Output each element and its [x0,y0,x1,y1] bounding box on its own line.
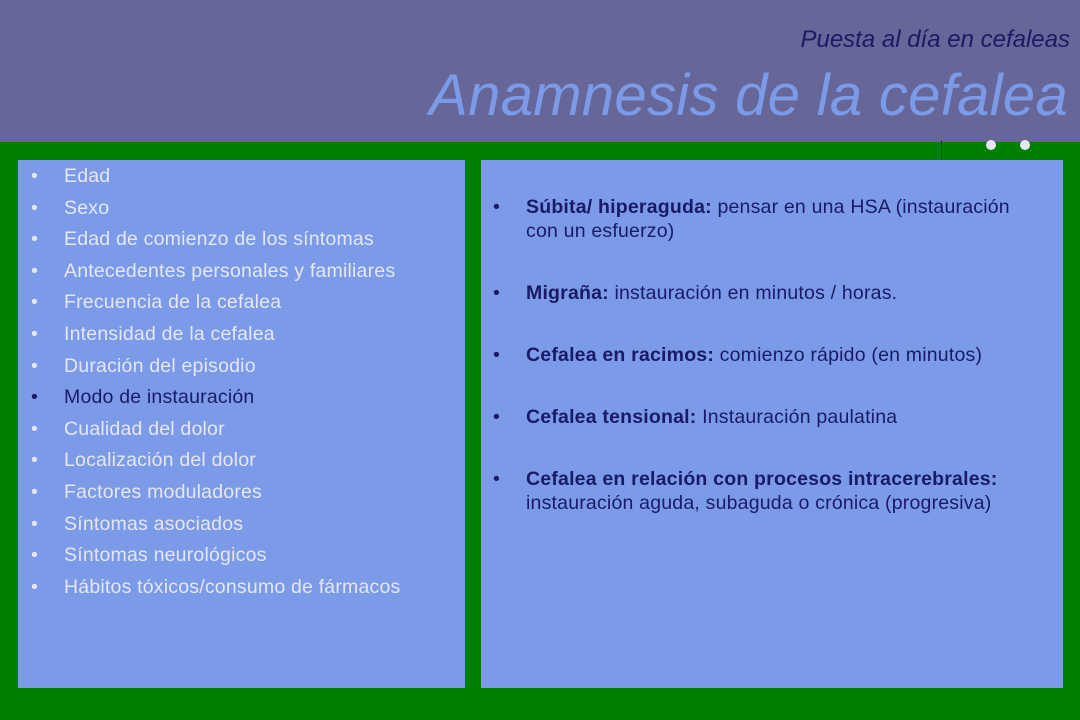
list-item-text: Instauración paulatina [696,406,898,428]
list-item-text: pensar en una HSA (instauración con un esfuerzo) [526,196,1010,242]
list-item [481,195,1047,243]
list-item: • Duración del episodio [18,354,453,378]
slide-title: Anamnesis de la cefalea [429,63,1068,128]
list-item-term: Migraña: [526,282,609,304]
list-item-text: comienzo rápido (en minutos) [714,344,983,366]
list-item: • Frecuencia de la cefalea [18,290,453,314]
list-item [481,467,1047,515]
decorative-dot [986,140,996,150]
list-item: • Localización del dolor [18,448,453,472]
onset-types-list [481,195,1047,515]
list-item: • Cualidad del dolor [18,417,453,441]
list-item: • Edad [18,164,453,188]
onset-types-panel [481,160,1063,688]
list-item-term: Súbita/ hiperaguda: [526,196,712,218]
list-item: • Hábitos tóxicos/consumo de fármacos [18,575,453,599]
list-item-highlighted: • Modo de instauración [18,385,453,409]
list-item-term: Cefalea en racimos: [526,344,715,366]
list-item: • Antecedentes personales y familiares [18,259,453,283]
list-item [481,405,1047,429]
list-item: • Síntomas asociados [18,512,453,536]
list-item-text: instauración aguda, subaguda o crónica (progresiva) [526,492,992,514]
list-item-text: instauración en minutos / horas. [608,282,898,304]
list-item: • Sexo [18,196,453,220]
anamnesis-items-list [18,164,453,599]
list-item: • Edad de comienzo de los síntomas [18,227,453,251]
list-item [481,343,1047,367]
header-band [0,0,1080,142]
list-item-term: Cefalea tensional: [526,406,697,428]
decorative-line [941,140,942,160]
list-item: • Síntomas neurológicos [18,543,453,567]
slide-subtitle: Puesta al día en cefaleas [800,26,1070,53]
anamnesis-items-panel [18,160,465,688]
list-item-term: Cefalea en relación con procesos intracerebrales: [526,468,998,490]
list-item: • Intensidad de la cefalea [18,322,453,346]
list-item [481,281,1047,305]
decorative-dot [1020,140,1030,150]
list-item: • Factores moduladores [18,480,453,504]
